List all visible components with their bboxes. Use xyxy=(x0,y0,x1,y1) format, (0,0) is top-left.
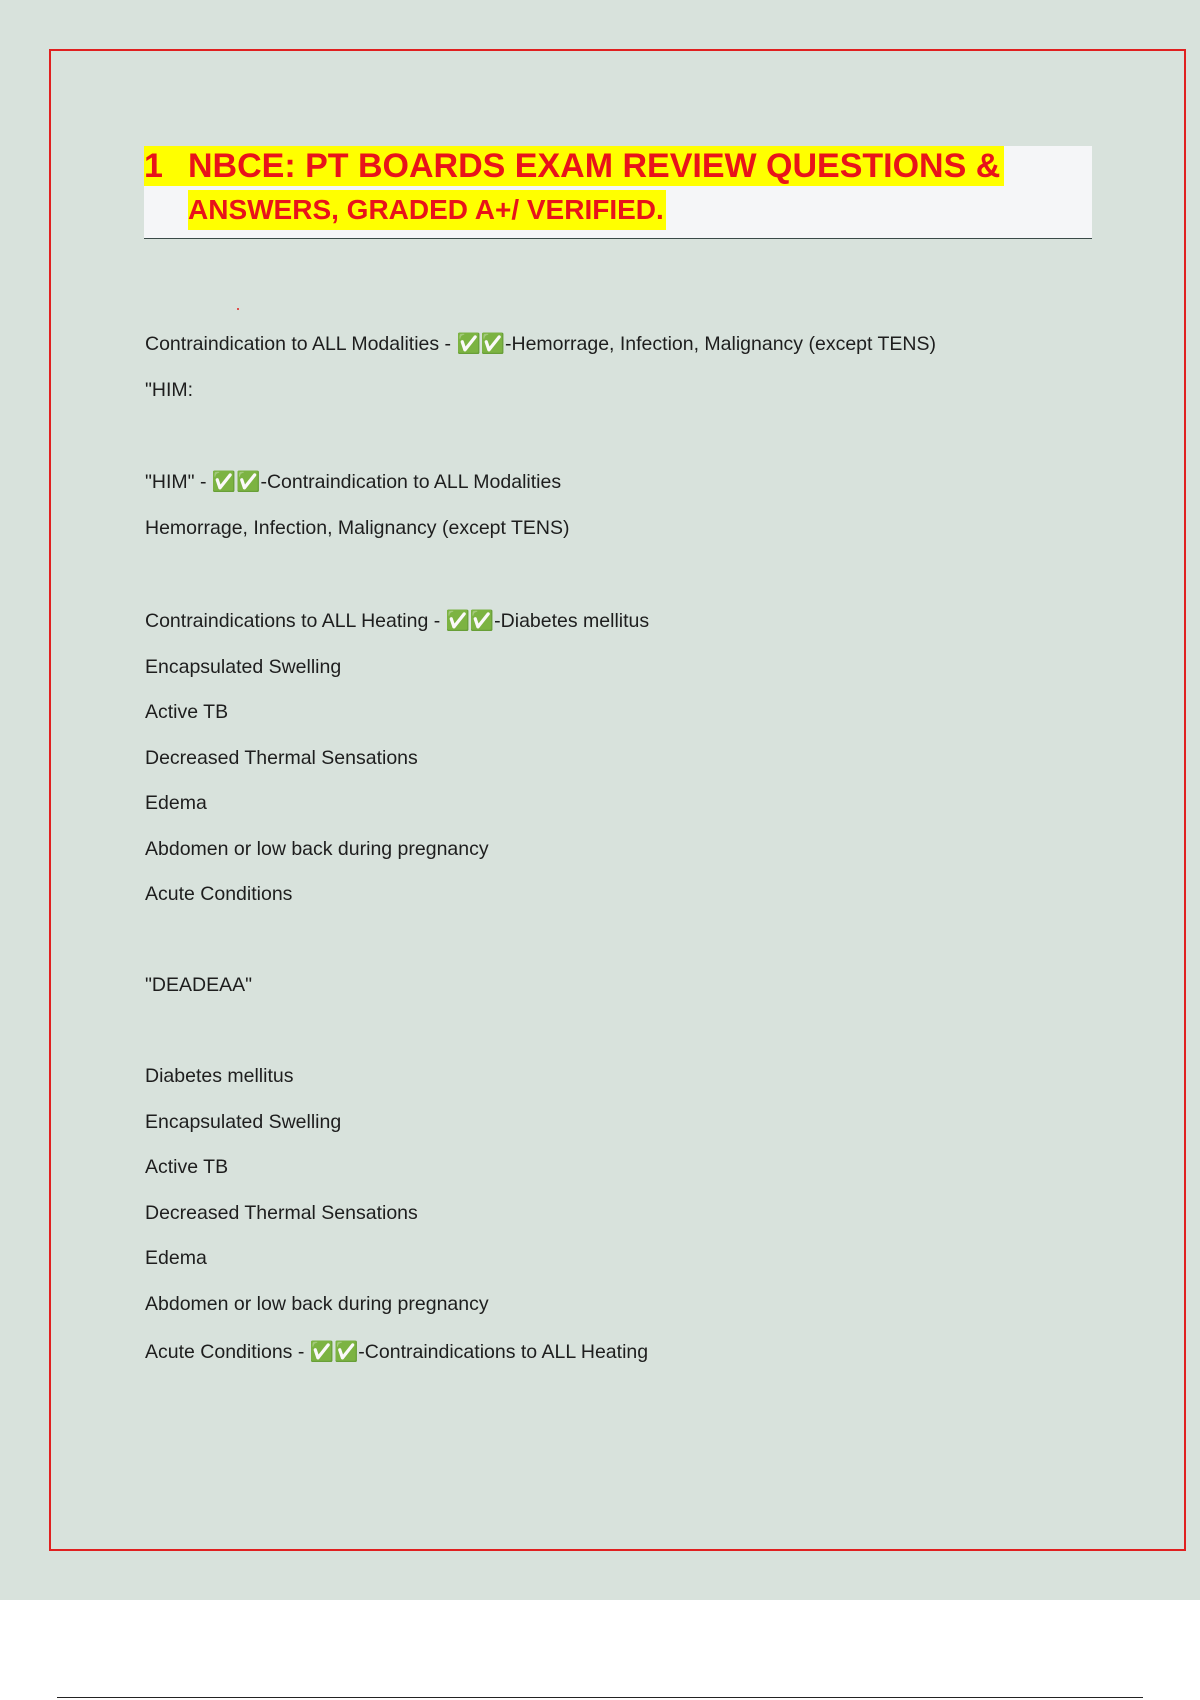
text-line: Edema xyxy=(145,792,207,814)
text-line: "HIM: xyxy=(145,379,194,401)
footer-rule xyxy=(57,1697,1143,1698)
text-line: Abdomen or low back during pregnancy xyxy=(145,838,489,860)
text-line: Edema xyxy=(145,1247,207,1269)
title-line-1 xyxy=(144,146,1004,186)
text-line: Acute Conditions - ✅✅-Contraindications to ALL Heating xyxy=(145,1341,649,1363)
text-line: "DEADEAA" xyxy=(145,974,253,996)
title-line-2: ANSWERS, GRADED A+/ VERIFIED. xyxy=(188,190,666,230)
document-title xyxy=(144,146,1092,239)
text-line: Active TB xyxy=(145,701,229,723)
text-line: Decreased Thermal Sensations xyxy=(145,1202,418,1224)
text-line: Active TB xyxy=(145,1156,229,1178)
red-dot-mark xyxy=(237,308,239,310)
text-line: Hemorrage, Infection, Malignancy (except TENS) xyxy=(145,517,570,539)
text-line: Diabetes mellitus xyxy=(145,1065,294,1087)
text-line: Contraindications to ALL Heating - ✅✅-Diabetes mellitus xyxy=(145,610,650,632)
page-border xyxy=(49,49,1186,1551)
text-line: Contraindication to ALL Modalities - ✅✅-Hemorrage, Infection, Malignancy (except TENS) xyxy=(145,333,936,355)
title-text-1: NBCE: PT BOARDS EXAM REVIEW QUESTIONS & xyxy=(188,147,1001,185)
heading-number: 1 xyxy=(144,147,163,185)
text-line: Acute Conditions xyxy=(145,883,293,905)
text-line: Abdomen or low back during pregnancy xyxy=(145,1293,489,1315)
text-line: Encapsulated Swelling xyxy=(145,1111,342,1133)
text-line: "HIM" - ✅✅-Contraindication to ALL Modalities xyxy=(145,471,562,493)
text-line: Encapsulated Swelling xyxy=(145,656,342,678)
text-line: Decreased Thermal Sensations xyxy=(145,747,418,769)
